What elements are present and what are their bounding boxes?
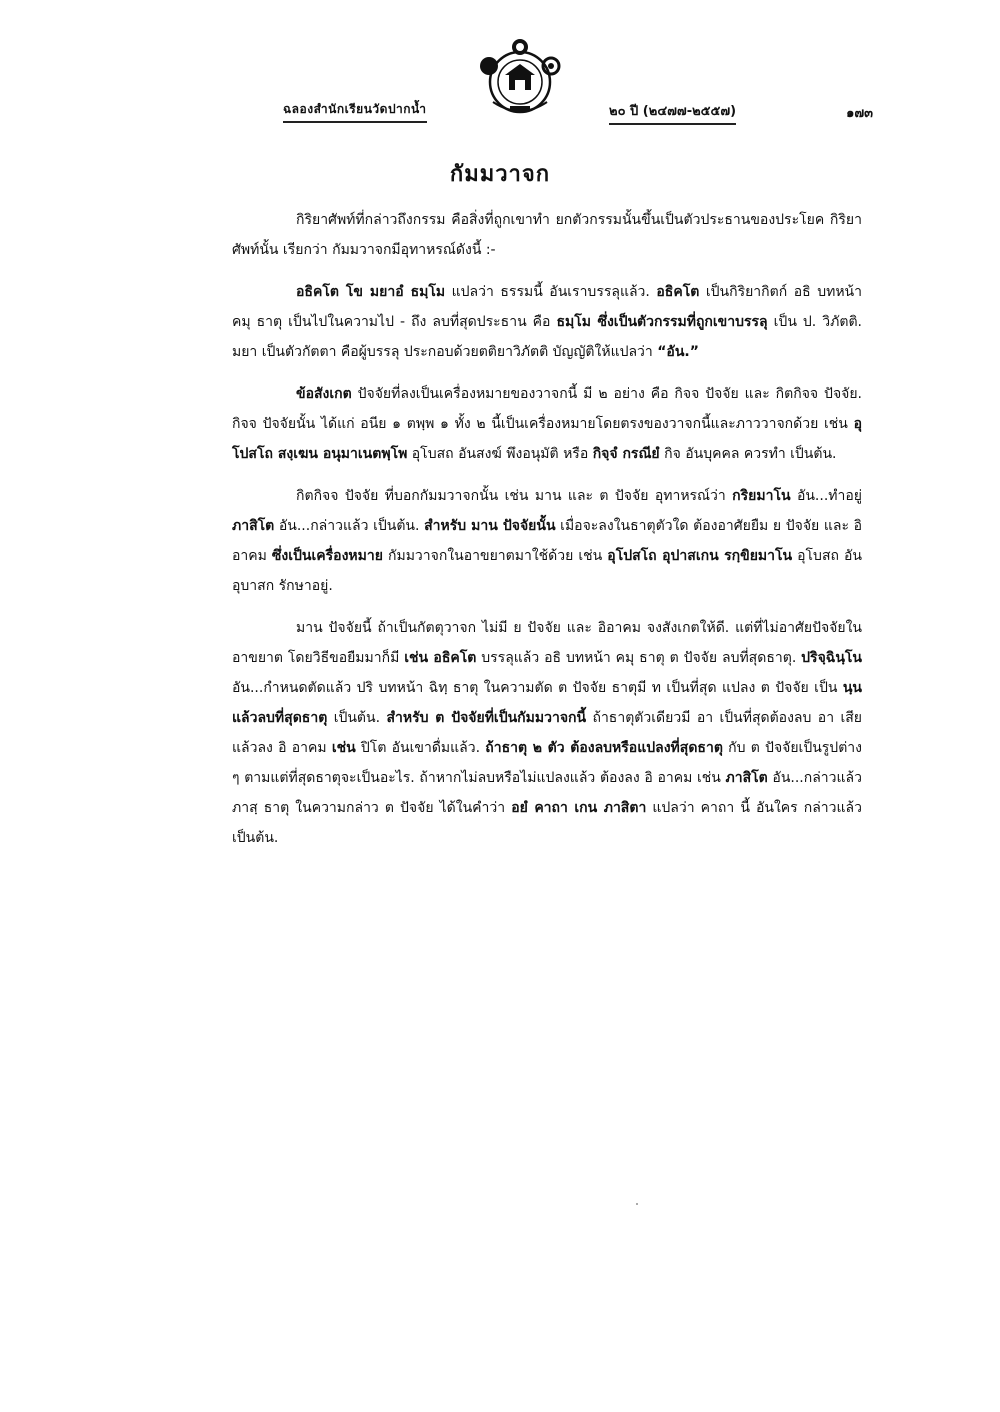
text-segment: กิตกิจจ ปัจจัย ที่บอกกัมมวาจกนั้น เช่น มาน และ ต ปัจจัย อุทาหรณ์ว่า bbox=[296, 488, 733, 504]
text-segment: อัน...กำหนดตัดแล้ว ปริ บทหน้า ฉิทฺ ธาตุ ในความตัด ต ปัจจัย ธาตุมี ท เป็นที่สุด แปลง ต ปัจจัย เป็น bbox=[232, 680, 843, 696]
bold-text-segment: สำหรับ มาน ปัจจัยนั้น bbox=[424, 518, 556, 534]
scan-speck bbox=[636, 1203, 638, 1205]
paragraph bbox=[232, 205, 862, 265]
page-title: กัมมวาจก bbox=[449, 162, 551, 187]
bold-text-segment: ธมฺโม ซึ่งเป็นตัวกรรมที่ถูกเขาบรรลุ bbox=[556, 314, 768, 330]
text-segment: กิริยาศัพท์ที่กล่าวถึงกรรม คือสิ่งที่ถูกเขาทำ ยกตัวกรรมนั้นขึ้นเป็นตัวประธานของประโยค กิริยาศัพท์นั้น เรียกว่า กัมมวาจกมีอุทาหรณ์ดังนี้ :- bbox=[232, 212, 862, 258]
paragraph bbox=[232, 481, 862, 601]
bold-text-segment: ปริจฺฉินฺโน bbox=[801, 650, 862, 666]
bold-text-segment: สำหรับ ต ปัจจัยที่เป็นกัมมวาจกนี้ bbox=[386, 710, 587, 726]
bold-text-segment: ซึ่งเป็นเครื่องหมาย bbox=[271, 548, 383, 564]
bold-text-segment: นฺน แล้วลบที่สุดธาตุ bbox=[232, 680, 862, 726]
paragraph bbox=[232, 613, 862, 853]
bold-text-segment: “อัน.” bbox=[657, 344, 699, 360]
text-segment: ถ้าธาตุตัวเดียวมี อา เป็นที่สุดต้องลบ อา เสีย แล้วลง อิ อาคม bbox=[232, 710, 862, 756]
body-text bbox=[232, 205, 862, 865]
text-segment: อุโบสถ อันอุบาสก รักษาอยู่. bbox=[232, 548, 862, 594]
text-segment: แปลว่า คาถา นี้ อันใคร กล่าวแล้ว เป็นต้น. bbox=[232, 800, 862, 846]
bold-text-segment: กริยมาโน bbox=[732, 488, 791, 504]
text-segment: ปิโต อันเขาดื่มแล้ว. bbox=[355, 740, 486, 756]
bold-text-segment: เช่น อธิคโต bbox=[404, 650, 477, 666]
bold-text-segment: อธิคโต bbox=[656, 284, 700, 300]
bold-text-segment: อุโปสโถ สงฺเฆน อนุมาเนตพฺโพ bbox=[232, 416, 862, 462]
paragraph bbox=[232, 277, 862, 367]
bold-text-segment: อุโปสโถ อุปาสเกน รกฺขิยมาโน bbox=[607, 548, 793, 564]
text-segment: ปัจจัยที่ลงเป็นเครื่องหมายของวาจกนี้ มี ๒ อย่าง คือ กิจจ ปัจจัย และ กิตกิจจ ปัจจัย. กิจจ ปัจจัยนั้น ได้แก่ อนีย ๑ ตพฺพ ๑ ทั้ง ๒ นี้เป็นเครื่องหมายโดยตรงของวาจกนี้และภาววาจกด้วย เช่น bbox=[232, 386, 862, 432]
text-segment: กัมมวาจกในอาขยาตมาใช้ด้วย เช่น bbox=[382, 548, 608, 564]
text-segment: เป็น ป. วิภัตติ. มยา เป็นตัวกัตตา คือผู้บรรลุ ประกอบด้วยตติยาวิภัตติ บัญญัติให้แปลว่า bbox=[232, 314, 863, 360]
bold-text-segment: ถ้าธาตุ ๒ ตัว ต้องลบหรือแปลงที่สุดธาตุ bbox=[485, 740, 723, 756]
text-segment: อัน...กล่าวแล้ว ภาสฺ ธาตุ ในความกล่าว ต ปัจจัย ได้ในคำว่า bbox=[232, 770, 862, 816]
temple-emblem-logo bbox=[475, 36, 565, 120]
text-segment: แปลว่า ธรรมนี้ อันเราบรรลุแล้ว. bbox=[445, 284, 657, 300]
page-number: ๑๗๓ bbox=[846, 106, 873, 121]
header-institution-text: ฉลองสำนักเรียนวัดปากน้ำ bbox=[283, 100, 427, 123]
bold-text-segment: กิจฺจํ กรณียํ bbox=[592, 446, 660, 462]
bold-text-segment: ข้อสังเกต bbox=[296, 386, 352, 402]
text-segment: กิจ อันบุคคล ควรทำ เป็นต้น. bbox=[659, 446, 837, 462]
text-segment: มาน ปัจจัยนี้ ถ้าเป็นกัตตุวาจก ไม่มี ย ปัจจัย และ อิอาคม จงสังเกตให้ดี. แต่ที่ไม่อาศัยปัจจัยในอาขยาต โดยวิธีขอยืมมาก็มี bbox=[232, 620, 862, 666]
text-segment: บรรลุแล้ว อธิ บทหน้า คมุ ธาตุ ต ปัจจัย ลบที่สุดธาตุ. bbox=[476, 650, 802, 666]
text-segment: เมื่อจะลงในธาตุตัวใด ต้องอาศัยยืม ย ปัจจัย และ อิ อาคม bbox=[232, 518, 863, 564]
bold-text-segment: เช่น bbox=[331, 740, 356, 756]
text-segment: อัน...ทำอยู่ bbox=[790, 488, 862, 504]
text-segment: อัน...กล่าวแล้ว เป็นต้น. bbox=[274, 518, 425, 534]
page-header bbox=[283, 36, 873, 120]
text-segment: เป็นกิริยากิตก์ อธิ บทหน้า คมุ ธาตุ เป็นไปในความไป - ถึง ลบที่สุดประธาน คือ bbox=[232, 284, 862, 330]
header-anniversary-text: ๒๐ ปี (๒๔๗๗-๒๕๕๗) bbox=[609, 100, 736, 125]
bold-text-segment: ภาสิโต bbox=[232, 518, 275, 534]
text-segment: เป็นต้น. bbox=[327, 710, 387, 726]
bold-text-segment: ภาสิโต bbox=[725, 770, 768, 786]
bold-text-segment: อยํ คาถา เกน ภาสิตา bbox=[511, 800, 647, 816]
text-segment: กับ ต ปัจจัยเป็นรูปต่าง ๆ ตามแต่ที่สุดธาตุจะเป็นอะไร. ถ้าหากไม่ลบหรือไม่แปลงแล้ว ต้องลง อิ อาคม เช่น bbox=[232, 740, 862, 786]
paragraph bbox=[232, 379, 862, 469]
text-segment: อุโบสถ อันสงฆ์ พึงอนุมัติ หรือ bbox=[407, 446, 593, 462]
bold-text-segment: อธิคโต โข มยาอํ ธมฺโม bbox=[296, 284, 446, 300]
